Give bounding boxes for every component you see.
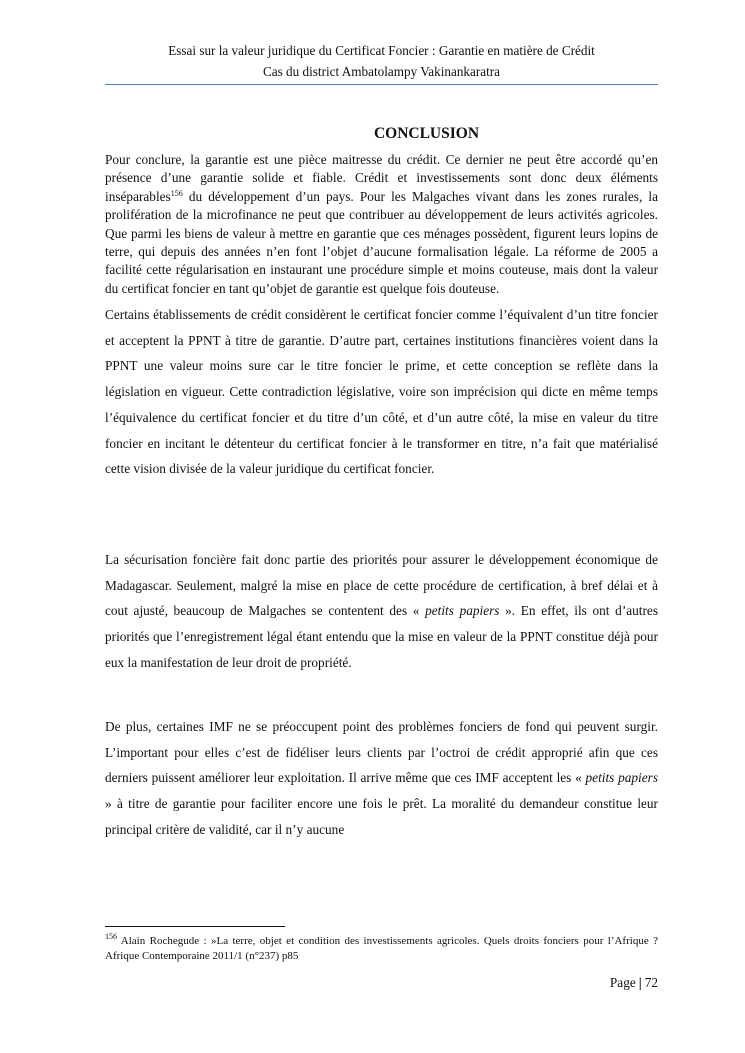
footnote-number: 156	[105, 932, 117, 941]
footnote-reference: 156	[170, 188, 183, 198]
paragraph-4-italic: petits papiers	[585, 770, 658, 786]
section-title: CONCLUSION	[373, 125, 480, 142]
paragraph-3-text-b: ». En effet, ils ont d’autres priorités que l’enregistrement légal étant entendu que la mise en valeur de la PPNT constitue déjà pour eux la manifestation de leur droit de propriété.	[105, 603, 658, 670]
running-header	[105, 40, 658, 82]
header-line-2: Cas du district Ambatolampy Vakinankaratra	[262, 64, 501, 79]
paragraph-1-text-b: du développement d’un pays. Pour les Malgaches vivant dans les zones rurales, la prolifération de la microfinance ne peut que contribuer au développement de leurs activités agricoles. Que parmi les biens de valeur à mettre en garantie que ces ménages possèdent, figurent leurs lopins de terre, qui depuis des années n’en font l’objet d’aucune formalisation légale. La réforme de 2005 a facilité cette régularisation en instaurant une procédure simple et moins couteuse, mais dont la valeur du certificat foncier en tant qu’objet de garantie est quelque fois douteuse.	[105, 188, 658, 296]
page-number: 72	[644, 975, 658, 990]
paragraph-4-text-b: » à titre de garantie pour faciliter encore une fois le prêt. La moralité du demandeur constitue leur principal critère de validité, car il n’y aucune	[105, 796, 658, 837]
footnote-text: Alain Rochegude : »La terre, objet et condition des investissements agricoles. Quels droits fonciers pour l’Afrique ? Afrique Contemporaine 2011/1 (n°237) p85	[105, 935, 658, 962]
paragraph-4-text-a: De plus, certaines IMF ne se préoccupent point des problèmes fonciers de fond qui peuvent surgir. L’important pour elles c’est de fidéliser leurs clients par l’octroi de crédit approprié afin que ces derniers puissent améliorer leur exploitation. Il arrive même que ces IMF acceptent les «	[105, 719, 658, 786]
page-separator: |	[638, 975, 642, 990]
paragraph-3	[105, 547, 658, 676]
paragraph-3-italic: petits papiers	[425, 603, 500, 619]
paragraph-1-text-a: Pour conclure, la garantie est une pièce maitresse du crédit. Ce dernier ne peut être accordé qu’en présence d’une garantie solide et fiable. Crédit et investissements sont donc deux éléments inséparables	[105, 152, 658, 204]
paragraph-4	[105, 714, 658, 843]
page-label: Page	[609, 975, 636, 990]
footnote	[105, 934, 658, 964]
header-line-1: Essai sur la valeur juridique du Certificat Foncier : Garantie en matière de Crédit	[168, 43, 595, 58]
footnote-divider	[105, 926, 285, 927]
header-divider	[105, 84, 658, 85]
paragraph-1	[105, 151, 658, 298]
paragraph-3-text-a: La sécurisation foncière fait donc partie des priorités pour assurer le développement économique de Madagascar. Seulement, malgré la mise en place de cette procédure de certification, à bref délai et à cout ajusté, beaucoup de Malgaches se contentent des «	[105, 552, 658, 619]
page-footer	[610, 974, 658, 992]
paragraph-2: Certains établissements de crédit considèrent le certificat foncier comme l’équivalent d’un titre foncier et acceptent la PPNT à titre de garantie. D’autre part, certaines institutions financières voient dans la PPNT une valeur moins sure car le titre foncier le prime, et cette conception se reflète dans la législation en vigueur. Cette contradiction législative, voire son imprécision qui dicte en même temps l’équivalence du certificat foncier et du titre d’un côté, et d’un autre côté, la mise en valeur du titre foncier en incitant le détenteur du certificat foncier à le transformer en titre, n’a fait que matérialisé cette vision divisée de la valeur juridique du certificat foncier.	[105, 307, 658, 477]
